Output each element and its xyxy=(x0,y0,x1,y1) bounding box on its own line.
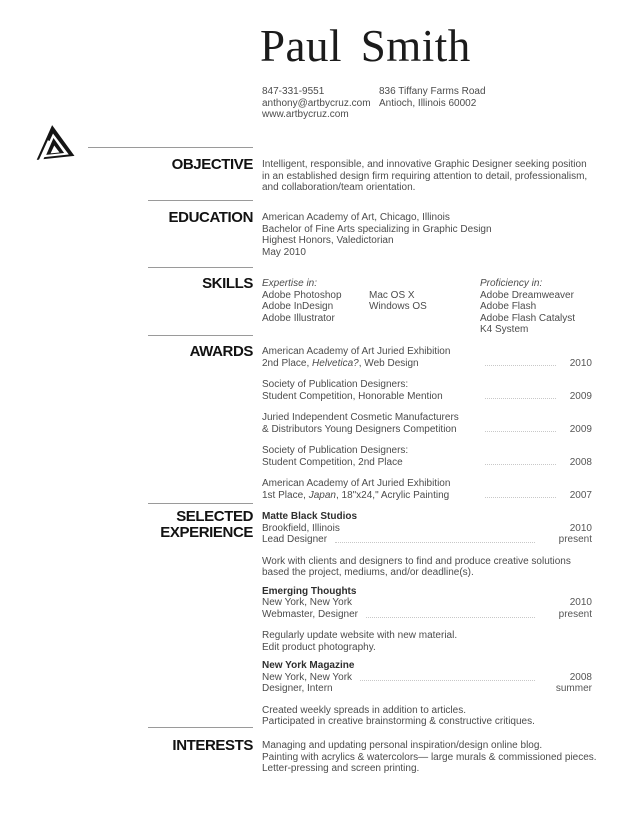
company-name: Matte Black Studios xyxy=(262,511,358,522)
dotted-leader xyxy=(485,431,556,432)
company-name: Emerging Thoughts xyxy=(262,585,357,597)
dotted-leader xyxy=(485,497,556,498)
section-education xyxy=(0,200,630,258)
section-label-interests: INTERESTS xyxy=(172,737,253,754)
divider-line xyxy=(148,200,253,201)
experience-duration: summer xyxy=(555,683,592,694)
section-experience xyxy=(0,503,630,735)
section-objective xyxy=(0,147,630,194)
dotted-leader xyxy=(485,398,556,399)
award-item: Society of Publication Designers: Student Competition, 2nd Place 2008 xyxy=(262,445,592,468)
objective-text: Intelligent, responsible, and innovative Graphic Designer seeking position in an established design firm requiring attention to detail, professionalism, and collaboration/team orientation. xyxy=(262,159,588,193)
education-text: American Academy of Art, Chicago, Illinois Bachelor of Fine Arts specializing in Graphic Design Highest Honors, Valedictorian May 2010 xyxy=(262,212,492,258)
divider-line xyxy=(148,727,253,728)
website-url: www.artbycruz.com xyxy=(262,109,349,120)
section-label-skills: SKILLS xyxy=(202,275,253,292)
divider-line xyxy=(148,335,253,336)
award-year: 2008 xyxy=(569,456,592,468)
divider-line xyxy=(148,503,253,504)
skills-columns xyxy=(262,278,592,336)
person-name: Paul Smith xyxy=(260,21,471,71)
experience-description: Regularly update website with new material. Edit product photography. xyxy=(262,630,458,653)
dotted-leader xyxy=(366,609,535,618)
section-label-objective: OBJECTIVE xyxy=(171,156,253,173)
dotted-leader xyxy=(360,672,535,681)
contact-left-block xyxy=(262,86,371,121)
awards-list xyxy=(262,346,592,511)
experience-description: Created weekly spreads in addition to articles. Participated in creative brainstorming & constructive critiques. xyxy=(262,704,535,727)
experience-year: 2008 xyxy=(569,671,592,683)
company-location: Brookfield, Illinois xyxy=(262,522,340,534)
skills-os-column: Mac OS X Windows OS xyxy=(369,289,427,312)
email-address: anthony@artbycruz.com xyxy=(262,97,371,109)
award-year: 2009 xyxy=(569,423,592,435)
experience-item xyxy=(262,511,592,579)
award-item: Society of Publication Designers: Student Competition, Honorable Mention 2009 xyxy=(262,379,592,402)
job-title: Webmaster, Designer xyxy=(262,608,358,620)
divider-line xyxy=(148,267,253,268)
experience-year: 2010 xyxy=(569,522,592,534)
company-location: New York, New York xyxy=(262,671,353,683)
section-label-education: EDUCATION xyxy=(168,209,253,226)
phone-number: 847-331-9551 xyxy=(262,86,325,97)
experience-duration: present xyxy=(558,534,592,545)
dotted-leader xyxy=(485,464,556,465)
experience-duration: present xyxy=(558,608,592,620)
section-skills xyxy=(0,267,630,336)
interests-text: Managing and updating personal inspiration/design online blog. Painting with acrylics & watercolors— large murals & commissioned pieces. Letter-pressing and screen printing. xyxy=(262,740,597,774)
skills-expertise-column: Expertise in: Adobe Photoshop Adobe InDesign Adobe Illustrator xyxy=(262,278,342,324)
award-year: 2009 xyxy=(569,390,592,402)
award-year: 2007 xyxy=(569,489,592,501)
skills-proficiency-column: Proficiency in: Adobe Dreamweaver Adobe Flash Adobe Flash Catalyst K4 System xyxy=(480,278,576,335)
company-name: New York Magazine xyxy=(262,660,355,671)
experience-item xyxy=(262,586,592,654)
section-awards xyxy=(0,335,630,511)
section-label-experience: SELECTED EXPERIENCE xyxy=(160,508,253,541)
job-title: Designer, Intern xyxy=(262,683,333,694)
contact-right-block xyxy=(379,86,486,109)
divider-line xyxy=(88,147,253,148)
experience-year: 2010 xyxy=(569,597,592,608)
award-item: American Academy of Art Juried Exhibition 2nd Place, Helvetica?, Web Design 2010 xyxy=(262,346,592,369)
job-title: Lead Designer xyxy=(262,534,328,545)
experience-item xyxy=(262,660,592,728)
section-interests xyxy=(0,727,630,775)
section-label-awards: AWARDS xyxy=(189,343,253,360)
award-year: 2010 xyxy=(569,357,592,369)
experience-list xyxy=(262,511,592,735)
city-state-zip: Antioch, Illinois 60002 xyxy=(379,97,477,109)
award-item: Juried Independent Cosmetic Manufacturers & Distributors Young Designers Competition 2009 xyxy=(262,412,592,435)
dotted-leader xyxy=(335,534,535,543)
company-location: New York, New York xyxy=(262,597,353,608)
experience-description: Work with clients and designers to find and produce creative solutions based the project, mediums, and/or deadline(s). xyxy=(262,555,571,578)
street-address: 836 Tiffany Farms Road xyxy=(379,86,486,97)
award-item: American Academy of Art Juried Exhibition 1st Place, Japan, 18"x24," Acrylic Painting 2007 xyxy=(262,478,592,501)
dotted-leader xyxy=(485,365,556,366)
